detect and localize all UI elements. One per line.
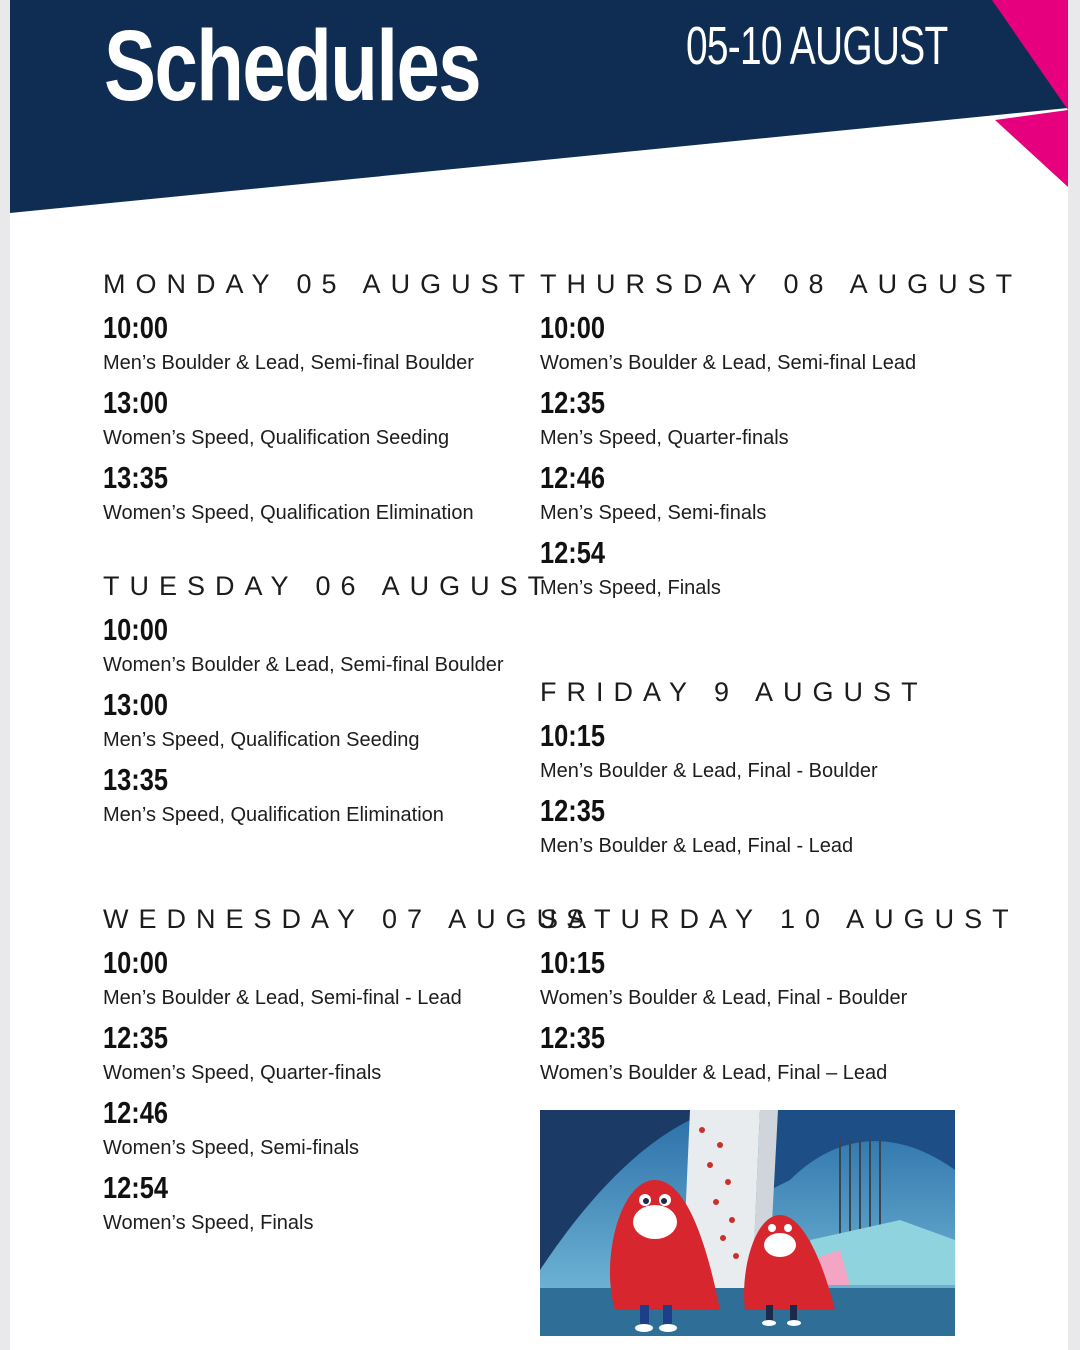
event-time: 12:35 — [540, 385, 606, 420]
event-time: 12:46 — [103, 1095, 169, 1130]
event-time: 13:00 — [103, 687, 169, 722]
day-thursday — [540, 268, 1023, 610]
day-monday — [103, 268, 536, 535]
event-name: Women’s Speed, Quarter-finals — [103, 1062, 382, 1084]
event-item — [540, 945, 980, 1013]
event-time: 13:35 — [103, 460, 169, 495]
day-heading: WEDNESDAY 07 AUGUST — [103, 904, 621, 934]
event-item — [103, 945, 528, 1013]
event-item — [540, 1020, 980, 1088]
event-item — [103, 310, 528, 378]
event-name: Women’s Boulder & Lead, Final - Boulder — [540, 987, 908, 1009]
event-name: Men’s Boulder & Lead, Semi-final - Lead — [103, 987, 462, 1009]
event-time: 13:00 — [103, 385, 169, 420]
event-item — [540, 310, 920, 378]
event-name: Women’s Speed, Finals — [103, 1212, 314, 1234]
event-name: Men’s Speed, Qualification Seeding — [103, 729, 420, 751]
event-name: Women’s Boulder & Lead, Semi-final Lead — [540, 352, 917, 374]
event-item — [540, 385, 920, 453]
event-name: Women’s Boulder & Lead, Final – Lead — [540, 1062, 888, 1084]
event-item — [103, 687, 518, 755]
event-item — [103, 612, 518, 680]
event-time: 10:00 — [540, 310, 606, 345]
day-heading: THURSDAY 08 AUGUST — [540, 269, 1023, 299]
event-name: Men’s Boulder & Lead, Final - Lead — [540, 835, 854, 857]
event-time: 12:35 — [103, 1020, 169, 1055]
event-time: 12:46 — [540, 460, 606, 495]
event-item — [540, 793, 970, 861]
event-name: Men’s Speed, Quarter-finals — [540, 427, 789, 449]
event-time: 10:00 — [103, 945, 169, 980]
header-pink-accent-bottom — [995, 110, 1068, 187]
event-name: Women’s Boulder & Lead, Semi-final Boulder — [103, 654, 504, 676]
event-time: 12:35 — [540, 793, 606, 828]
event-item — [103, 1095, 528, 1163]
event-item — [540, 535, 920, 603]
event-name: Women’s Speed, Qualification Elimination — [103, 502, 474, 524]
event-name: Men’s Speed, Semi-finals — [540, 502, 767, 524]
event-item — [103, 762, 518, 830]
mascots-illustration — [540, 1110, 955, 1336]
event-name: Men’s Boulder & Lead, Semi-final Boulder — [103, 352, 474, 374]
day-saturday — [540, 903, 1019, 1095]
event-name: Men’s Speed, Qualification Elimination — [103, 804, 444, 826]
day-heading: MONDAY 05 AUGUST — [103, 269, 536, 299]
mascots-photo — [540, 1110, 955, 1336]
event-item — [540, 718, 970, 786]
event-name: Men’s Boulder & Lead, Final - Boulder — [540, 760, 878, 782]
event-item — [103, 1020, 528, 1088]
date-range: 05-10 AUGUST — [686, 16, 948, 76]
event-item — [103, 460, 528, 528]
page-title: Schedules — [104, 10, 481, 122]
event-name: Men’s Speed, Finals — [540, 577, 721, 599]
event-name: Women’s Speed, Semi-finals — [103, 1137, 360, 1159]
day-heading: TUESDAY 06 AUGUST — [103, 571, 555, 601]
day-friday — [540, 676, 970, 868]
day-heading: FRIDAY 9 AUGUST — [540, 677, 928, 707]
event-time: 10:00 — [103, 310, 169, 345]
event-item — [103, 1170, 528, 1238]
event-item — [540, 460, 920, 528]
day-heading: SATURDAY 10 AUGUST — [540, 904, 1019, 934]
event-time: 12:54 — [540, 535, 606, 570]
event-time: 10:15 — [540, 718, 606, 753]
event-time: 10:15 — [540, 945, 606, 980]
event-time: 12:35 — [540, 1020, 606, 1055]
event-name: Women’s Speed, Qualification Seeding — [103, 427, 450, 449]
event-time: 10:00 — [103, 612, 169, 647]
event-time: 12:54 — [103, 1170, 169, 1205]
schedule-page — [10, 0, 1068, 1350]
event-item — [103, 385, 528, 453]
event-time: 13:35 — [103, 762, 169, 797]
day-tuesday — [103, 570, 555, 837]
